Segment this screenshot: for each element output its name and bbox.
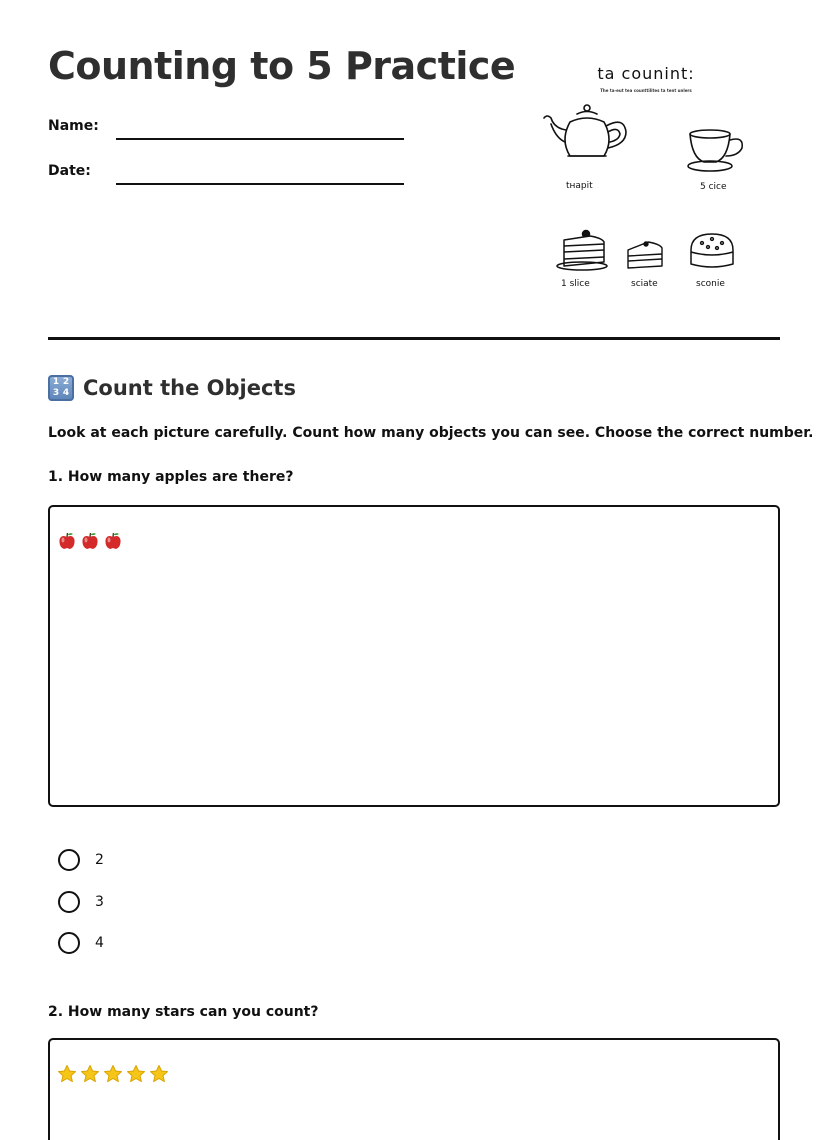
option-2[interactable]	[58, 849, 104, 871]
name-field[interactable]	[116, 138, 404, 140]
star-icon	[126, 1064, 146, 1084]
teapot-icon	[542, 102, 630, 164]
illustration-label-scone: sconie	[696, 279, 725, 289]
option-label: 4	[95, 935, 104, 951]
section-heading	[48, 375, 296, 401]
star-icon	[103, 1064, 123, 1084]
star-icon	[80, 1064, 100, 1084]
apple-row	[57, 531, 126, 551]
question-2-picture-box	[48, 1038, 780, 1140]
radio-button[interactable]	[58, 891, 80, 913]
apple-icon	[103, 531, 123, 551]
option-3[interactable]	[58, 891, 104, 913]
section-divider	[48, 337, 780, 340]
small-cake-icon	[624, 238, 666, 272]
cake-slice-icon	[552, 228, 608, 272]
apple-icon	[57, 531, 77, 551]
illustration-heading: ta counint:	[597, 64, 695, 83]
option-label: 2	[95, 852, 104, 868]
teacup-icon	[686, 128, 748, 176]
name-label: Name:	[48, 118, 99, 134]
question-1-prompt: 1. How many apples are there?	[48, 469, 294, 485]
option-4[interactable]	[58, 932, 104, 954]
illustration-label-small-cake: sciate	[631, 279, 658, 289]
radio-button[interactable]	[58, 932, 80, 954]
worksheet-title: Counting to 5 Practice	[48, 44, 516, 88]
tea-illustration	[536, 58, 762, 298]
question-2-prompt: 2. How many stars can you count?	[48, 1004, 319, 1020]
apple-icon	[80, 531, 100, 551]
date-field[interactable]	[116, 183, 404, 185]
date-label: Date:	[48, 163, 91, 179]
illustration-label-teapot: tнapit	[566, 181, 593, 191]
illustration-label-cake-slice: 1 slice	[561, 279, 590, 289]
star-row	[57, 1064, 172, 1084]
section-title: Count the Objects	[83, 376, 296, 400]
illustration-label-teacup: 5 cice	[700, 182, 727, 192]
star-icon	[149, 1064, 169, 1084]
illustration-subheading: The ta-eut tea counttilites ta tent unlers	[600, 88, 692, 93]
scone-icon	[686, 230, 738, 272]
radio-button[interactable]	[58, 849, 80, 871]
star-icon	[57, 1064, 77, 1084]
question-1-picture-box	[48, 505, 780, 807]
instructions-text: Look at each picture carefully. Count how many objects you can see. Choose the correct number.	[48, 425, 814, 441]
option-label: 3	[95, 894, 104, 910]
input-numbers-icon: 1 2 3 4	[48, 375, 74, 401]
